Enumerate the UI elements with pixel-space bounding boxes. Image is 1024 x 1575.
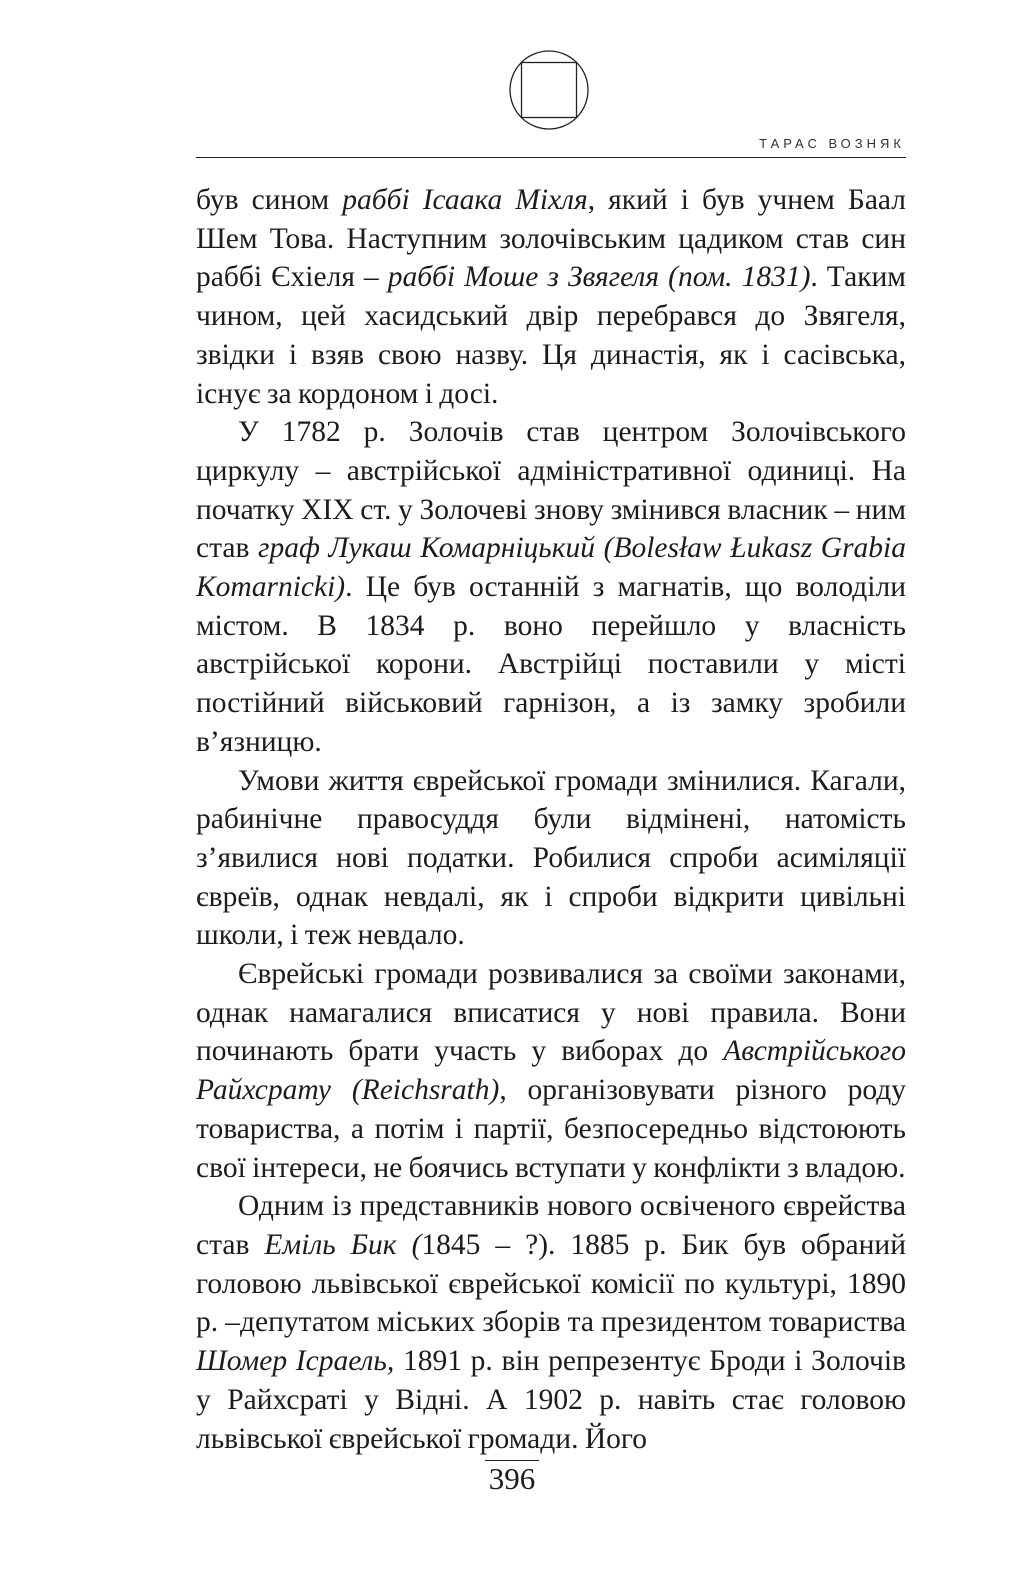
text-run: . Це був останній з магнатів, що володіли містом. В 1834 р. воно перейшло у власність австрійської корони. Австрійці поставили у місті постійний військовий гарнізон, а із замку зробили в’язницю. xyxy=(196,571,906,758)
header-emblem-icon xyxy=(508,49,590,131)
paragraph xyxy=(196,181,906,413)
paragraph xyxy=(196,1187,906,1458)
italic-run: Австрійського Райхсрату (Reichsrath) xyxy=(196,1035,906,1107)
text-run: Єврейські громади розвивалися за своїми законами, однак намагалися вписатися у нові правила. Вони починають брати участь у виборах до xyxy=(196,958,906,1068)
italic-run: граф Лукаш Комарніцький (Bolesław Łukasz Grabia Komarnicki) xyxy=(196,532,907,604)
text-run: У 1782 р. Золочів став центром Золочівського циркулу – австрійської адміністративної одиниці. На початку XIX ст. у Золочеві знову змінився власник – ним став xyxy=(196,416,906,565)
page-number: 396 xyxy=(485,1460,540,1496)
text-run: Умови життя єврейської громади змінилися. Кагали, рабинічне правосуддя були відмінені, натомість з’явилися нові податки. Робилися спроби асиміляції євреїв, однак невдалі, як і спроби відкрити цивільні школи, і теж невдало. xyxy=(196,764,906,952)
running-head: ТАРАС ВОЗНЯК xyxy=(759,136,905,151)
italic-run: Еміль Бик ( xyxy=(264,1228,422,1261)
header-rule xyxy=(196,157,906,158)
paragraph xyxy=(196,413,906,761)
italic-run: Шомер Ісраель, xyxy=(196,1345,395,1378)
text-run: Одним із представників нового освіченого єврейства став xyxy=(196,1190,906,1261)
italic-run: раббі Моше з Звягеля (пом. 1831) xyxy=(387,261,811,294)
paragraph xyxy=(196,955,906,1187)
text-run: 1845 – ?). 1885 р. Бик був обраний головою львівської єврейської комісії по культурі, 1890 р. –депутатом міських зборів та президентом товариства xyxy=(196,1228,906,1339)
paragraph xyxy=(196,762,906,956)
page-number-container xyxy=(0,1461,1024,1497)
body-text xyxy=(196,181,906,1458)
text-run: , який і був учнем Баал Шем Това. Наступним золочівським цадиком став син раббі Єхіеля – xyxy=(196,184,906,294)
text-run: 1891 р. він репрезентує Броди і Золочів у Райхсраті у Відні. А 1902 р. навіть стає головою львівської єврейської громади. Його xyxy=(196,1345,906,1455)
italic-run: раббі Ісаака Міхля xyxy=(342,184,588,216)
text-run: . Таким чином, цей хасидський двір перебрався до Звягеля, звідки і взяв свою назву. Ця династія, як і сасівська, існує за кордоном і досі. xyxy=(196,261,906,410)
text-run: був сином xyxy=(196,184,343,216)
text-run: , організовувати різного роду товариства, а потім і партії, безпосередньо відстоюють свої інтереси, не боячись вступати у конфлікти з владою. xyxy=(196,1074,906,1184)
